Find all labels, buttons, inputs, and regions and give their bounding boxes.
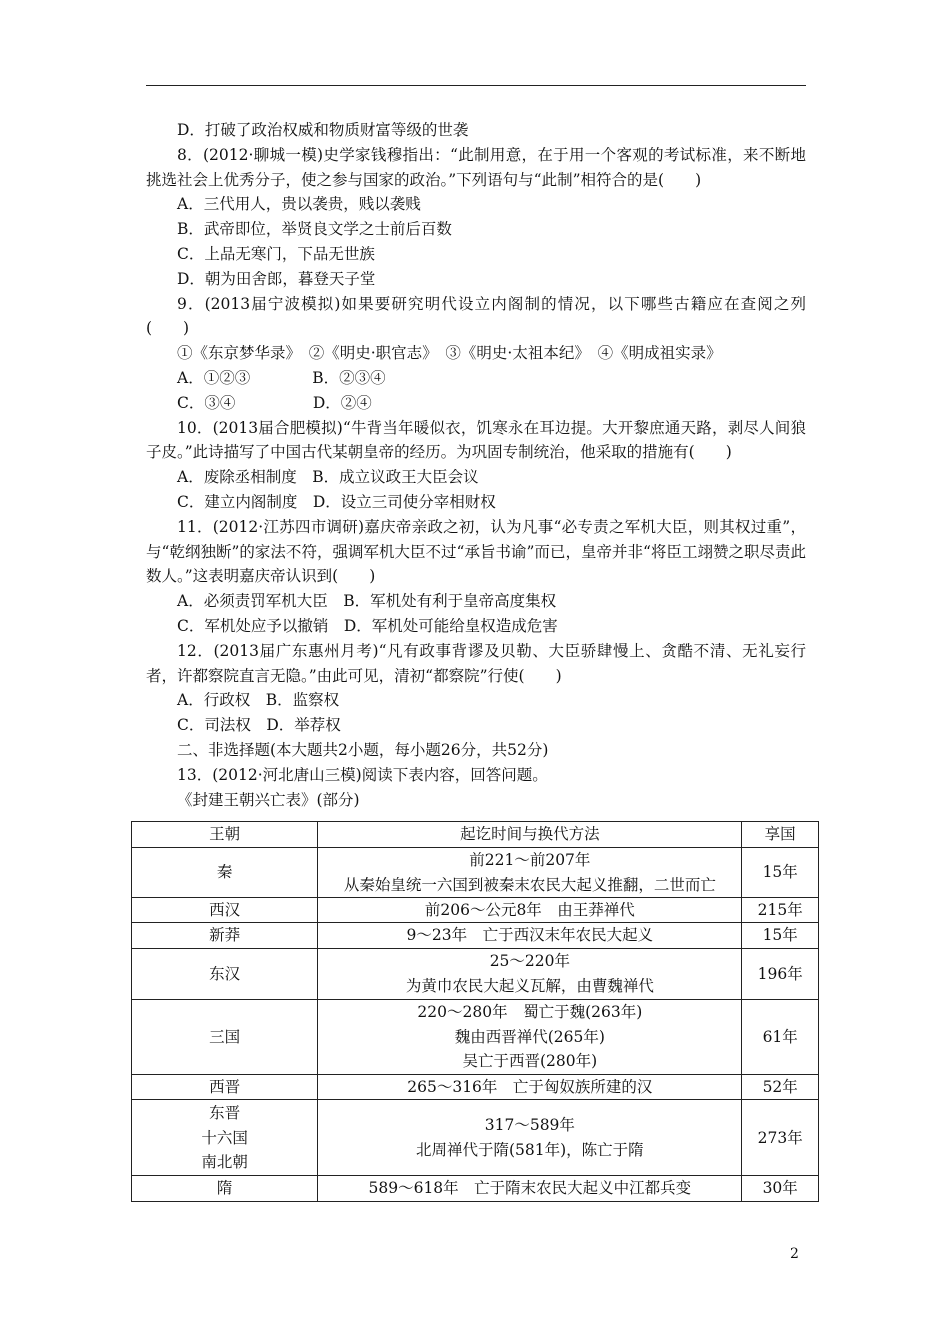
header-years: 享国 xyxy=(742,822,819,848)
text-line: A．必须责罚军机大臣 B．军机处有利于皇帝高度集权 xyxy=(177,592,557,611)
question-text xyxy=(146,118,806,812)
text-line: C．建立内阁制度 D．设立三司使分宰相财权 xyxy=(177,492,496,511)
years-cell: 215年 xyxy=(742,898,819,923)
period-method-line: 为黄巾农民大起义瓦解，由曹魏禅代 xyxy=(405,976,654,995)
dynasty-name: 东晋 xyxy=(209,1104,241,1123)
years-cell: 15年 xyxy=(742,923,819,948)
period-method-line: 魏由西晋禅代(265年) xyxy=(454,1027,605,1046)
text-line: ①《东京梦华录》 ②《明史·职官志》 ③《明史·太祖本纪》 ④《明成祖实录》 xyxy=(177,344,722,363)
period-method-cell xyxy=(318,848,742,898)
period-method-cell xyxy=(318,948,742,999)
dynasty-name: 西汉 xyxy=(209,901,241,919)
table-row xyxy=(132,948,819,999)
text-line: D．朝为田舍郎，暮登天子堂 xyxy=(177,269,376,288)
period-method-line: 北周禅代于隋(581年)，陈亡于隋 xyxy=(416,1140,644,1159)
table-row xyxy=(132,1074,819,1099)
period-method-line: 9～23年 亡于西汉末年农民大起义 xyxy=(406,926,654,945)
period-method-cell xyxy=(318,923,742,948)
table-row xyxy=(132,999,819,1074)
period-method-line: 589～618年 亡于隋末农民大起义中江都兵变 xyxy=(368,1179,692,1198)
table-row xyxy=(132,1100,819,1176)
period-method-cell xyxy=(318,1100,742,1176)
dynasty-name: 东汉 xyxy=(209,964,241,983)
question-stem: 10．(2013届合肥模拟)“牛背当年暖似衣，饥寒永在耳边提。大开黎庶通天路，剥尽人间狼子皮。”此诗描写了中国古代某朝皇帝的经历。为巩固专制统治，他采取的措施有( ) xyxy=(146,418,806,462)
dynasty-name: 南北朝 xyxy=(201,1152,248,1171)
page-number: 2 xyxy=(790,1246,799,1262)
years-cell: 30年 xyxy=(742,1176,819,1201)
text-line: 二、非选择题(本大题共2小题，每小题26分，共52分) xyxy=(177,740,549,759)
dynasty-cell xyxy=(132,1074,318,1099)
period-method-line: 前206～公元8年 由王莽禅代 xyxy=(424,901,635,919)
header-rule xyxy=(146,85,806,86)
period-method-line: 前221～前207年 xyxy=(469,851,591,870)
period-method-line: 317～589年 xyxy=(484,1116,575,1135)
text-line: A．行政权 B．监察权 xyxy=(177,691,340,710)
header-dynasty: 王朝 xyxy=(132,822,318,848)
dynasty-cell xyxy=(132,1176,318,1201)
dynasty-cell xyxy=(132,999,318,1074)
period-method-line: 吴亡于西晋(280年) xyxy=(462,1052,598,1071)
table-row xyxy=(132,923,819,948)
period-method-line: 265～316年 亡于匈奴族所建的汉 xyxy=(407,1077,653,1096)
dynasty-cell xyxy=(132,948,318,999)
text-line: A．废除丞相制度 B．成立议政王大臣会议 xyxy=(177,468,479,487)
period-method-cell xyxy=(318,1074,742,1099)
dynasty-table xyxy=(131,821,819,1202)
text-line: 《封建王朝兴亡表》(部分) xyxy=(177,790,360,809)
table-header-row xyxy=(132,822,819,848)
header-period-method: 起讫时间与换代方法 xyxy=(318,822,742,848)
years-cell: 15年 xyxy=(742,848,819,898)
table-row xyxy=(132,848,819,898)
period-method-line: 220～280年 蜀亡于魏(263年) xyxy=(417,1003,643,1022)
dynasty-name: 西晋 xyxy=(209,1077,241,1096)
dynasty-name: 秦 xyxy=(216,863,233,882)
question-stem: 8．(2012·聊城一模)史学家钱穆指出：“此制用意，在于用一个客观的考试标准，来不断地挑选社会上优秀分子，使之参与国家的政治。”下列语句与“此制”相符合的是( ) xyxy=(146,145,806,189)
text-line: D．打破了政治权威和物质财富等级的世袭 xyxy=(177,121,469,139)
table-row xyxy=(132,898,819,923)
years-cell: 273年 xyxy=(742,1100,819,1176)
text-line: A．①②③ B．②③④ xyxy=(177,368,386,387)
period-method-cell xyxy=(318,898,742,923)
period-method-cell xyxy=(318,999,742,1074)
dynasty-cell xyxy=(132,848,318,898)
text-line: C．上品无寒门，下品无世族 xyxy=(177,244,375,263)
dynasty-cell xyxy=(132,898,318,923)
question-stem: 12．(2013届广东惠州月考)“凡有政事背谬及贝勒、大臣骄肆慢上、贪酷不清、无礼妄行者，许都察院直言无隐。”由此可见，清初“都察院”行使( ) xyxy=(146,641,806,685)
years-cell: 52年 xyxy=(742,1074,819,1099)
question-stem: 11．(2012·江苏四市调研)嘉庆帝亲政之初，认为凡事“必专责之军机大臣，则其权过重”，与“乾纲独断”的家法不符，强调军机大臣不过“承旨书谕”而已，皇帝并非“将臣工翊赞之职尽责此数人。”这表明嘉庆帝认识到( ) xyxy=(146,517,806,586)
years-cell: 196年 xyxy=(742,948,819,999)
period-method-line: 从秦始皇统一六国到被秦末农民大起义推翻，二世而亡 xyxy=(343,875,716,894)
question-stem: 9．(2013届宁波模拟)如果要研究明代设立内阁制的情况，以下哪些古籍应在查阅之列( ) xyxy=(146,294,806,338)
text-line: B．武帝即位，举贤良文学之士前后百数 xyxy=(177,220,452,239)
dynasty-cell xyxy=(132,923,318,948)
dynasty-name: 十六国 xyxy=(201,1128,248,1147)
text-line: C．③④ D．②④ xyxy=(177,393,372,412)
text-line: C．司法权 D．举荐权 xyxy=(177,716,341,735)
table-row xyxy=(132,1176,819,1201)
years-cell: 61年 xyxy=(742,999,819,1074)
period-method-cell xyxy=(318,1176,742,1201)
text-line: C．军机处应予以撤销 D．军机处可能给皇权造成危害 xyxy=(177,616,558,635)
period-method-line: 25～220年 xyxy=(489,952,570,971)
dynasty-name: 三国 xyxy=(209,1027,241,1046)
text-line: 13．(2012·河北唐山三模)阅读下表内容，回答问题。 xyxy=(177,765,548,784)
dynasty-name: 新莽 xyxy=(209,926,241,945)
text-line: A．三代用人，贵以袭贵，贱以袭贱 xyxy=(177,195,421,214)
dynasty-name: 隋 xyxy=(216,1179,233,1198)
dynasty-cell xyxy=(132,1100,318,1176)
